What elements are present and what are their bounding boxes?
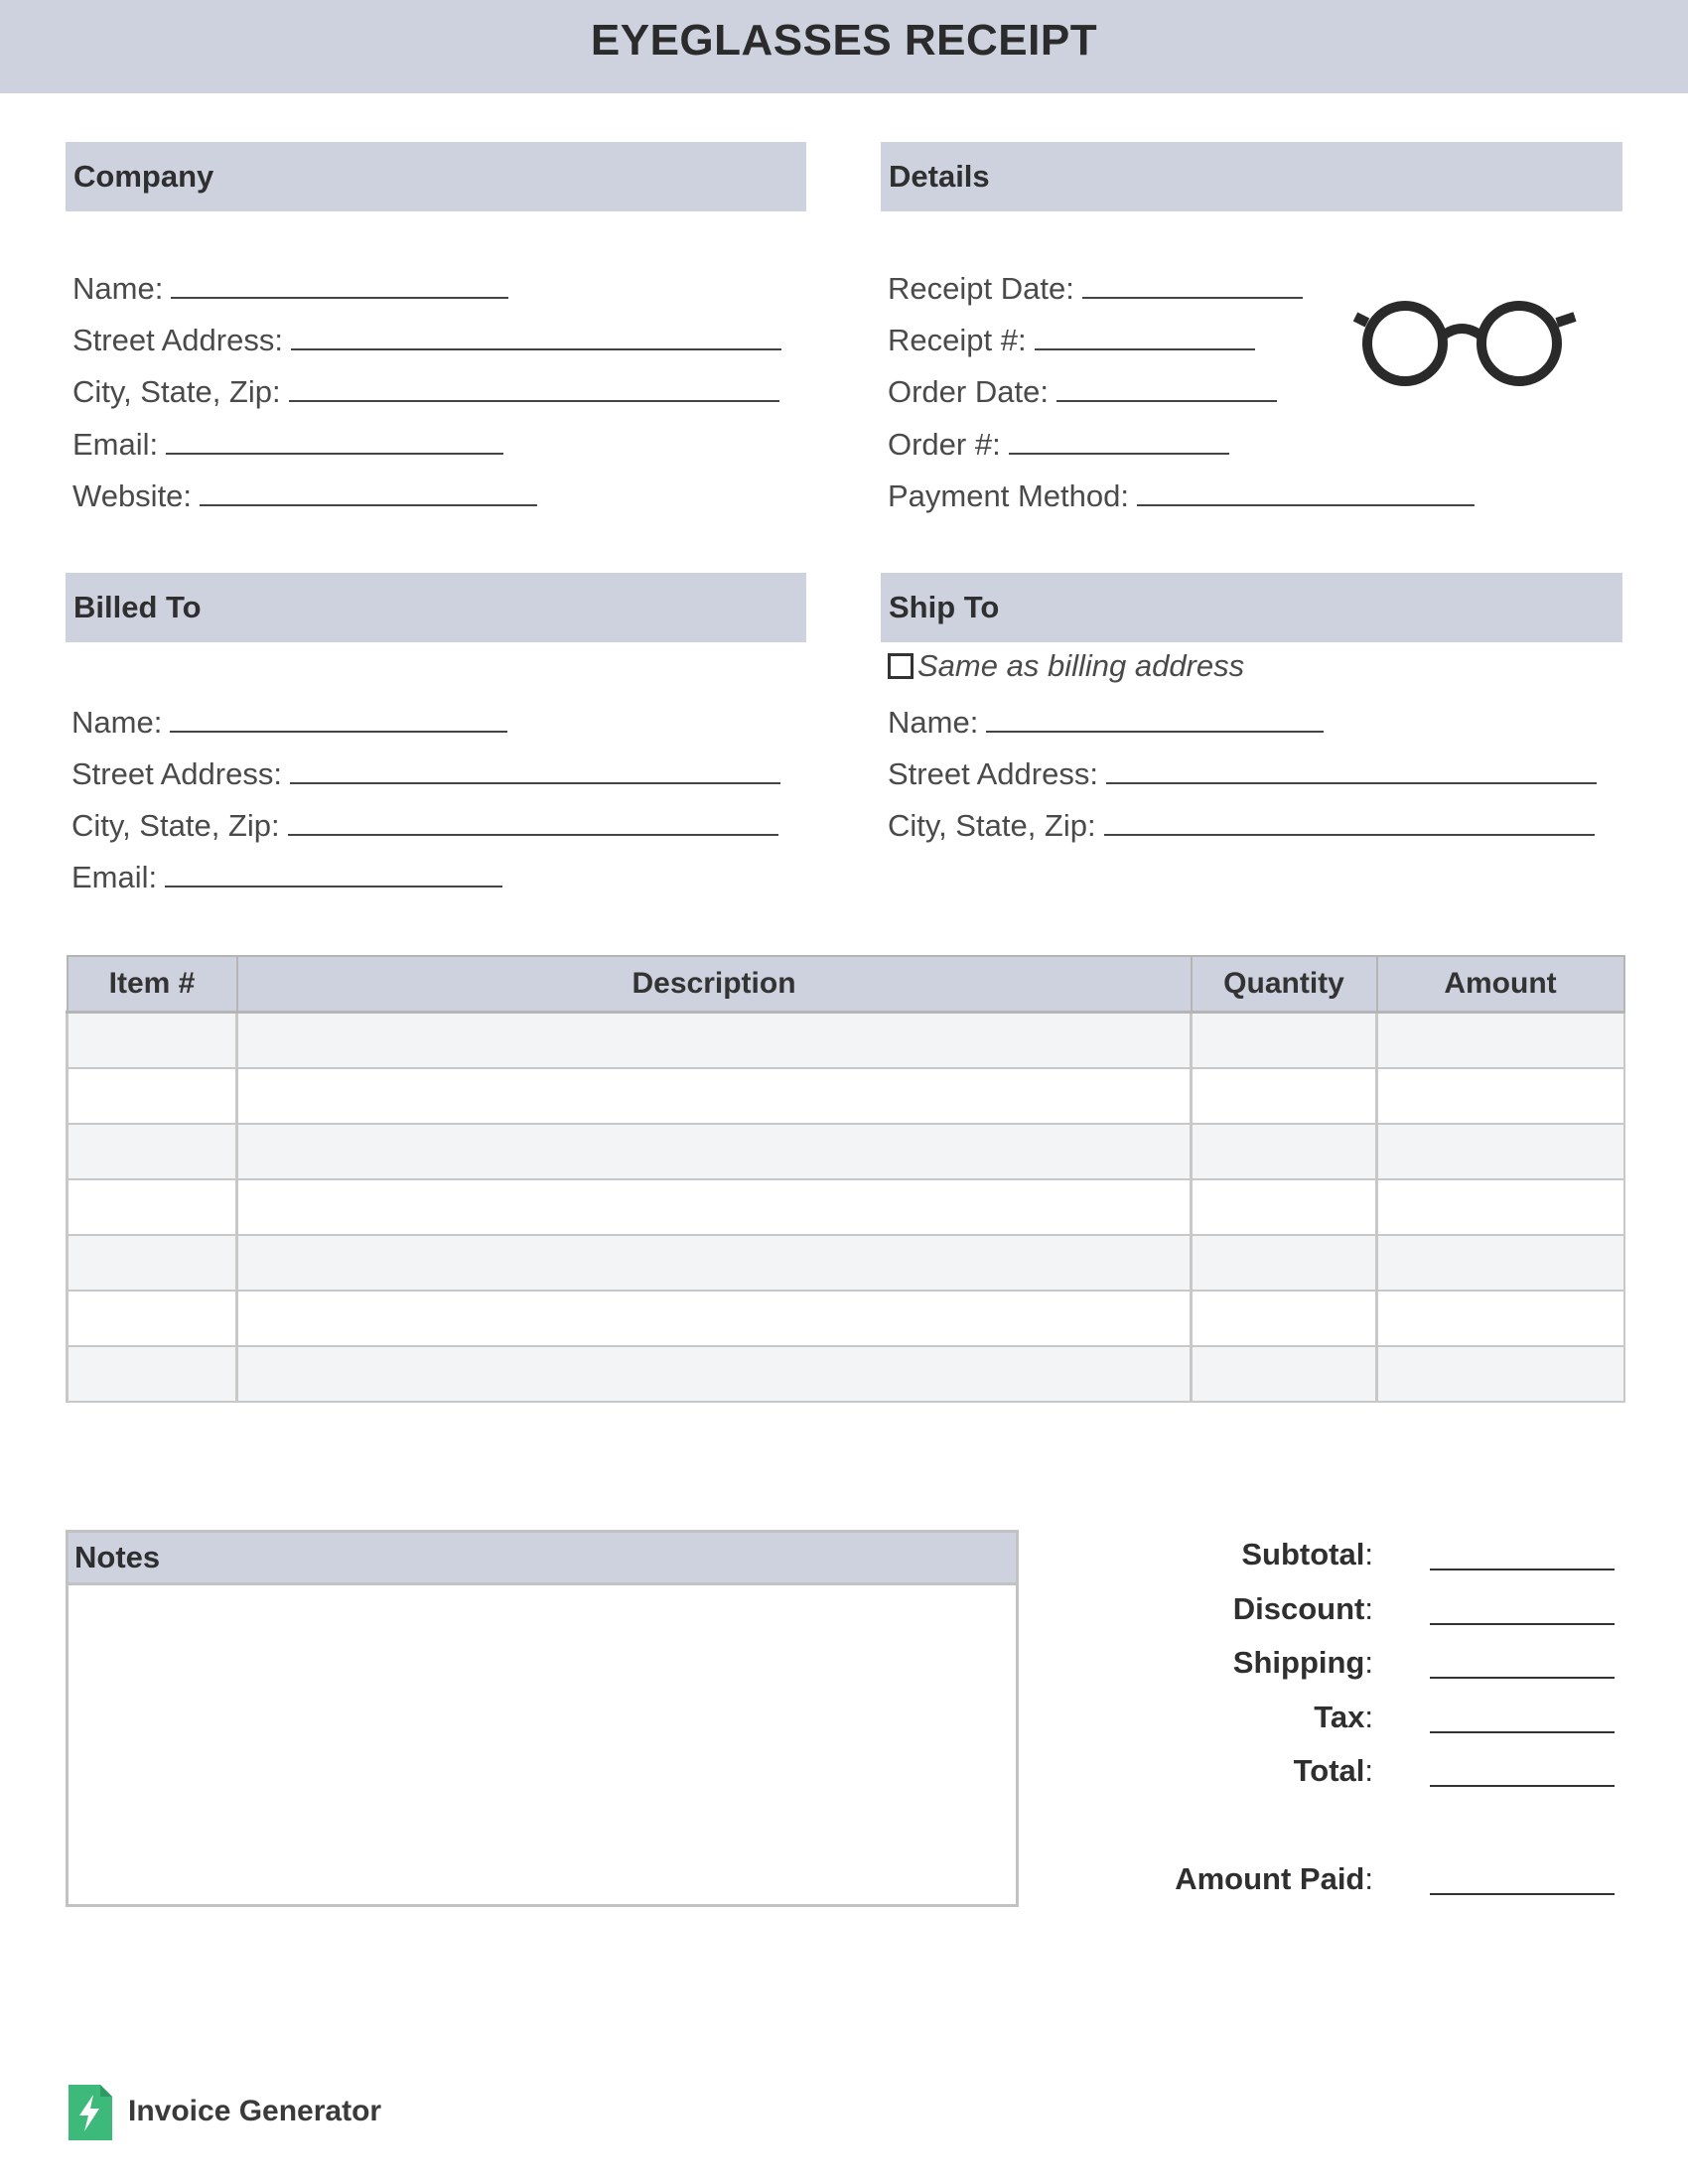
ship-to-heading: Ship To [881,573,1622,642]
order-date-label: Order Date: [888,374,1049,409]
billed-email-field[interactable] [71,856,502,895]
brand-name: Invoice Generator [128,2095,382,2127]
billed-street-line[interactable] [290,752,780,784]
col-amount: Amount [1377,956,1624,1013]
same-as-billing-label: Same as billing address [917,648,1245,683]
tax-label: Tax: [1314,1700,1373,1734]
item-number-cell[interactable] [68,1235,237,1291]
billed-city-line[interactable] [288,804,778,836]
receipt-date-label: Receipt Date: [888,271,1074,306]
amount-cell[interactable] [1377,1291,1624,1346]
col-description: Description [237,956,1192,1013]
billed-name-field[interactable] [71,701,507,741]
table-row [68,1013,1624,1069]
order-number-line[interactable] [1009,423,1229,455]
lightning-logo-icon [69,2085,112,2140]
company-website-line[interactable] [200,475,537,506]
details-heading: Details [881,142,1622,211]
ship-street-label: Street Address: [888,756,1098,791]
billed-email-label: Email: [71,860,158,894]
ship-name-line[interactable] [986,701,1324,733]
company-email-label: Email: [72,427,159,462]
company-name-label: Name: [72,271,164,306]
billed-name-line[interactable] [170,701,507,733]
receipt-date-field[interactable] [888,267,1303,307]
ship-name-label: Name: [888,705,979,740]
company-name-field[interactable] [72,267,508,307]
quantity-cell[interactable] [1192,1124,1377,1179]
company-name-line[interactable] [171,267,508,299]
billed-city-label: City, State, Zip: [71,808,280,843]
subtotal-line[interactable] [1430,1567,1615,1570]
ship-city-line[interactable] [1104,804,1595,836]
item-number-cell[interactable] [68,1013,237,1069]
amount-cell[interactable] [1377,1068,1624,1124]
items-table [66,955,1625,1403]
notes-heading: Notes [66,1530,1019,1585]
quantity-cell[interactable] [1192,1179,1377,1235]
item-number-cell[interactable] [68,1291,237,1346]
company-city-field[interactable] [72,370,779,410]
company-street-label: Street Address: [72,323,283,357]
item-number-cell[interactable] [68,1124,237,1179]
page-title: EYEGLASSES RECEIPT [590,16,1098,65]
quantity-cell[interactable] [1192,1235,1377,1291]
payment-method-line[interactable] [1137,475,1475,506]
amount-cell[interactable] [1377,1346,1624,1402]
item-number-cell[interactable] [68,1346,237,1402]
item-number-cell[interactable] [68,1179,237,1235]
item-number-cell[interactable] [68,1068,237,1124]
billed-street-field[interactable] [71,752,780,792]
description-cell[interactable] [237,1179,1192,1235]
table-row [68,1068,1624,1124]
quantity-cell[interactable] [1192,1068,1377,1124]
ship-city-label: City, State, Zip: [888,808,1096,843]
col-quantity: Quantity [1192,956,1377,1013]
description-cell[interactable] [237,1068,1192,1124]
description-cell[interactable] [237,1124,1192,1179]
receipt-number-field[interactable] [888,319,1255,358]
table-row [68,1346,1624,1402]
receipt-number-line[interactable] [1035,319,1255,350]
notes-box[interactable] [66,1530,1019,1907]
table-row [68,1124,1624,1179]
table-row [68,1291,1624,1346]
ship-city-field[interactable] [888,804,1595,844]
eyeglasses-icon [1350,293,1581,392]
receipt-number-label: Receipt #: [888,323,1027,357]
description-cell[interactable] [237,1235,1192,1291]
description-cell[interactable] [237,1291,1192,1346]
amount-paid-line[interactable] [1430,1891,1615,1895]
subtotal-label: Subtotal: [1241,1537,1373,1571]
col-item-number: Item # [68,956,237,1013]
order-date-line[interactable] [1056,370,1277,402]
amount-cell[interactable] [1377,1124,1624,1179]
company-website-field[interactable] [72,475,537,514]
items-header-row [68,956,1624,1013]
description-cell[interactable] [237,1013,1192,1069]
discount-label: Discount: [1232,1591,1373,1626]
discount-line[interactable] [1430,1621,1615,1625]
shipping-label: Shipping: [1232,1645,1373,1680]
amount-paid-label: Amount Paid: [1175,1861,1373,1896]
company-email-line[interactable] [166,423,503,455]
table-row [68,1179,1624,1235]
ship-street-field[interactable] [888,752,1597,792]
payment-method-field[interactable] [888,475,1475,514]
billed-to-heading: Billed To [66,573,806,642]
quantity-cell[interactable] [1192,1013,1377,1069]
amount-cell[interactable] [1377,1235,1624,1291]
description-cell[interactable] [237,1346,1192,1402]
billed-name-label: Name: [71,705,163,740]
company-city-line[interactable] [289,370,779,402]
quantity-cell[interactable] [1192,1291,1377,1346]
company-heading: Company [66,142,806,211]
company-email-field[interactable] [72,423,503,463]
shipping-line[interactable] [1430,1675,1615,1679]
billed-city-field[interactable] [71,804,778,844]
same-as-billing-option[interactable] [888,646,1244,686]
billed-email-line[interactable] [165,856,502,887]
same-as-billing-checkbox[interactable] [888,653,914,679]
company-street-field[interactable] [72,319,781,358]
quantity-cell[interactable] [1192,1346,1377,1402]
order-number-field[interactable] [888,423,1229,463]
amount-cell[interactable] [1377,1179,1624,1235]
amount-cell[interactable] [1377,1013,1624,1069]
ship-street-line[interactable] [1106,752,1597,784]
order-date-field[interactable] [888,370,1277,410]
ship-name-field[interactable] [888,701,1324,741]
company-street-line[interactable] [291,319,781,350]
billed-street-label: Street Address: [71,756,282,791]
total-line[interactable] [1430,1783,1615,1787]
receipt-date-line[interactable] [1082,267,1303,299]
tax-line[interactable] [1430,1729,1615,1733]
company-website-label: Website: [72,478,193,513]
payment-method-label: Payment Method: [888,478,1129,513]
table-row [68,1235,1624,1291]
total-label: Total: [1293,1753,1373,1788]
company-city-label: City, State, Zip: [72,374,281,409]
order-number-label: Order #: [888,427,1001,462]
